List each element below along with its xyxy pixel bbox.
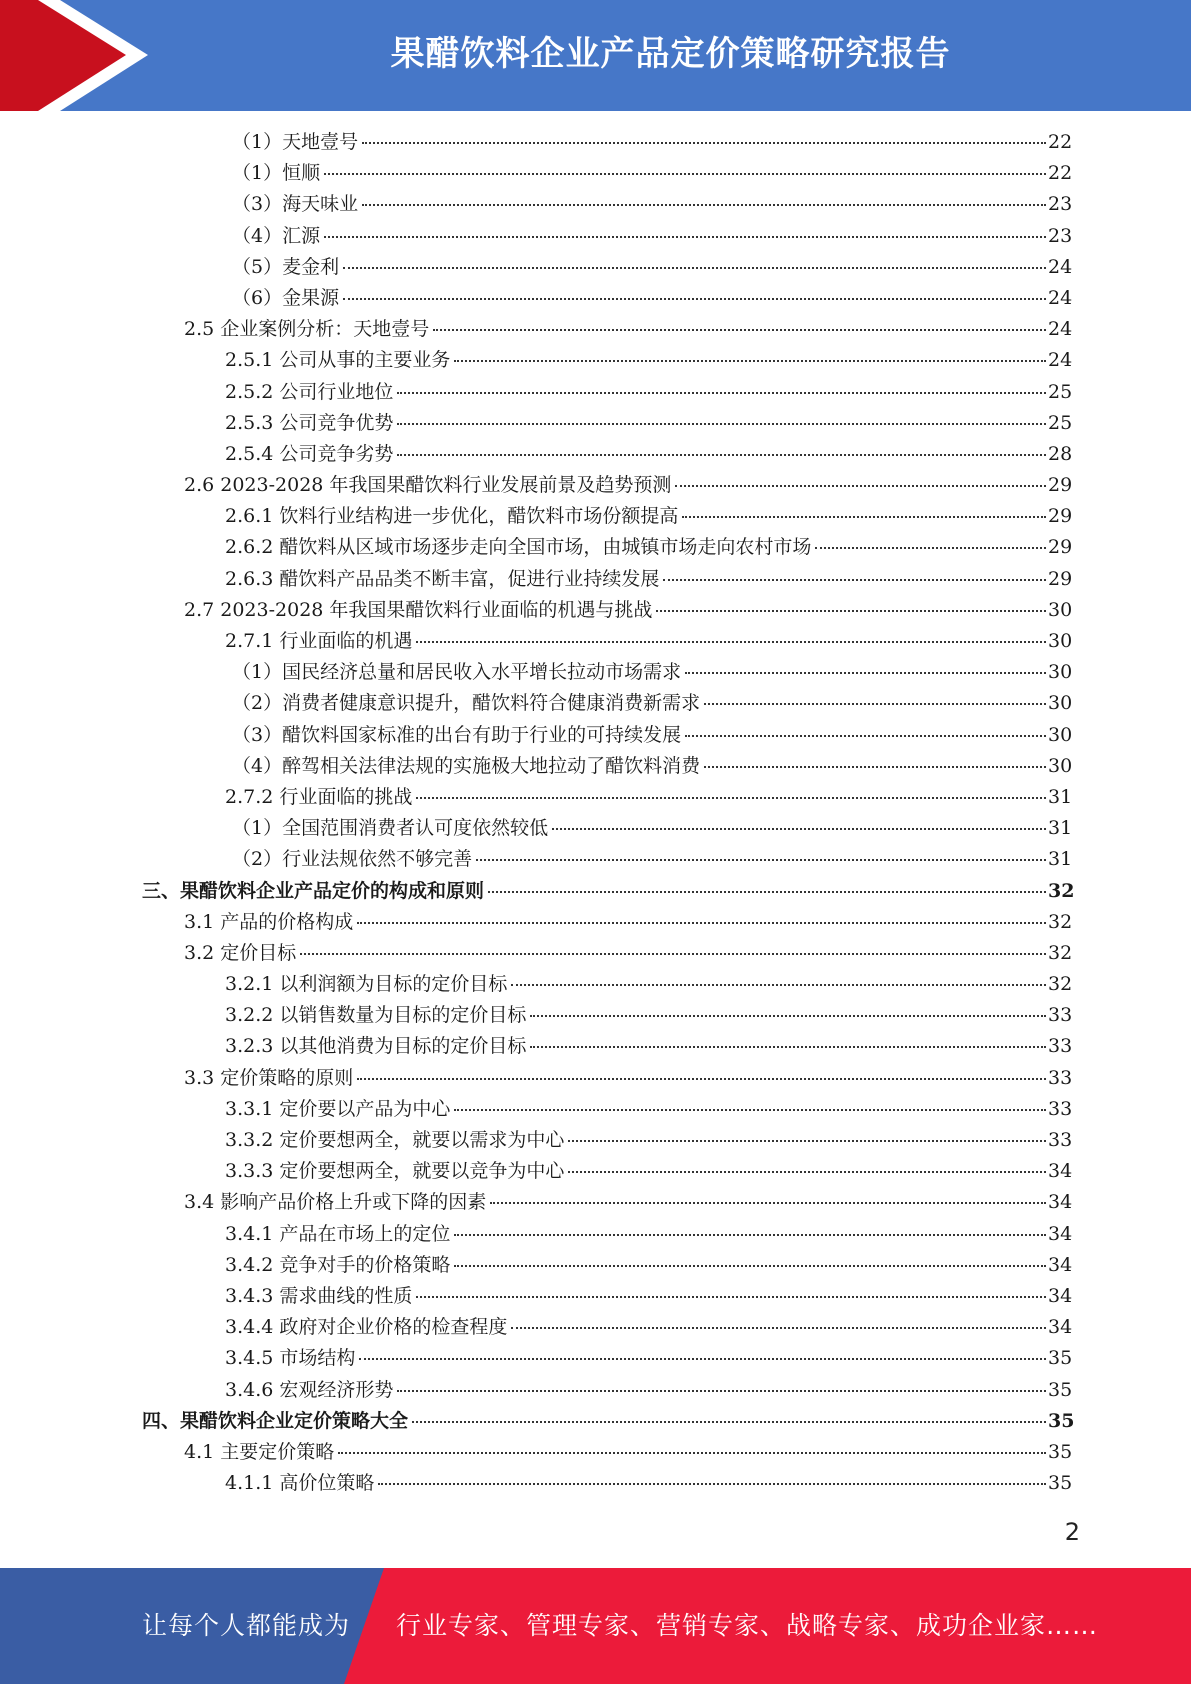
toc-dot-leader — [412, 1420, 1046, 1423]
toc-entry-page: 24 — [1048, 349, 1073, 372]
toc-entry-title: （3）醋饮料国家标准的出台有助于行业的可持续发展 — [232, 723, 682, 746]
toc-entry-title: 3.3 定价策略的原则 — [184, 1066, 354, 1089]
toc-entry[interactable] — [0, 876, 1191, 907]
toc-entry-title: 4.1.1 高价位策略 — [225, 1472, 375, 1495]
toc-entry-title: 3.4 影响产品价格上升或下降的因素 — [184, 1191, 487, 1214]
toc-entry[interactable] — [0, 969, 1191, 1000]
toc-entry-title: 三、果醋饮料企业产品定价的构成和原则 — [142, 879, 485, 902]
toc-dot-leader — [343, 266, 1046, 269]
toc-entry[interactable] — [0, 532, 1191, 563]
toc-entry-title: （1）天地壹号 — [232, 131, 359, 153]
toc-entry-title: 3.3.2 定价要想两全，就要以需求为中心 — [225, 1129, 565, 1151]
toc-entry-title: （1）全国范围消费者认可度依然较低 — [232, 817, 549, 840]
toc-entry-title: 3.2.3 以其他消费为目标的定价目标 — [225, 1035, 527, 1058]
toc-dot-leader — [454, 359, 1046, 362]
toc-entry[interactable] — [0, 1219, 1191, 1250]
toc-entry[interactable] — [0, 1094, 1191, 1125]
toc-dot-leader — [511, 983, 1046, 986]
toc-entry-page: 30 — [1048, 630, 1073, 652]
toc-entry-title: 3.2.2 以销售数量为目标的定价目标 — [225, 1004, 527, 1027]
toc-dot-leader — [490, 1201, 1046, 1204]
toc-dot-leader — [704, 702, 1046, 705]
toc-entry[interactable] — [0, 1437, 1191, 1468]
toc-entry-title: 3.4.5 市场结构 — [225, 1347, 356, 1370]
toc-entry[interactable] — [0, 595, 1191, 626]
toc-entry-title: 2.7.2 行业面临的挑战 — [225, 785, 413, 808]
toc-dot-leader — [815, 546, 1046, 549]
toc-entry-title: 2.6.2 醋饮料从区域市场逐步走向全国市场，由城镇市场走向农村市场 — [225, 536, 812, 559]
toc-entry[interactable] — [0, 1125, 1191, 1156]
toc-entry[interactable] — [0, 1468, 1191, 1499]
toc-dot-leader — [357, 921, 1046, 924]
toc-dot-leader — [704, 765, 1046, 768]
toc-entry-page: 34 — [1048, 1284, 1073, 1307]
toc-entry-page: 30 — [1048, 723, 1073, 746]
toc-dot-leader — [397, 391, 1046, 394]
page-footer — [0, 1568, 1191, 1684]
toc-dot-leader — [685, 671, 1046, 674]
toc-entry-page: 35 — [1048, 1347, 1073, 1370]
toc-entry-page: 23 — [1048, 224, 1073, 247]
toc-entry-title: 2.5.1 公司从事的主要业务 — [225, 349, 451, 372]
toc-entry[interactable] — [0, 657, 1191, 688]
toc-entry[interactable] — [0, 720, 1191, 751]
page-number: 2 — [1064, 1518, 1080, 1546]
toc-dot-leader — [338, 1451, 1046, 1454]
toc-entry-title: 2.6 2023-2028 年我国果醋饮料行业发展前景及趋势预测 — [184, 474, 672, 497]
toc-entry-page: 22 — [1048, 131, 1073, 153]
toc-entry[interactable] — [0, 1281, 1191, 1312]
toc-dot-leader — [511, 1326, 1046, 1329]
toc-dot-leader — [397, 422, 1046, 425]
toc-entry-page: 33 — [1048, 1035, 1073, 1058]
toc-dot-leader — [663, 578, 1046, 581]
toc-entry-page: 34 — [1048, 1191, 1073, 1214]
toc-dot-leader — [343, 297, 1046, 300]
toc-entry[interactable] — [0, 907, 1191, 938]
toc-entry-page: 33 — [1048, 1004, 1073, 1027]
toc-entry[interactable] — [0, 470, 1191, 501]
toc-dot-leader — [454, 1108, 1046, 1111]
toc-entry-title: 3.2 定价目标 — [184, 941, 297, 964]
toc-entry-title: （5）麦金利 — [232, 255, 340, 278]
toc-dot-leader — [359, 1357, 1046, 1360]
toc-entry-page: 34 — [1048, 1222, 1073, 1245]
toc-entry-page: 30 — [1048, 661, 1073, 684]
toc-entry-page: 30 — [1048, 754, 1073, 777]
toc-entry-page: 29 — [1048, 474, 1073, 497]
toc-entry[interactable] — [0, 158, 1191, 189]
toc-entry-title: 2.5 企业案例分析：天地壹号 — [184, 318, 430, 341]
toc-entry[interactable] — [0, 688, 1191, 719]
toc-entry-title: 2.7.1 行业面临的机遇 — [225, 630, 413, 652]
footer-slogan-right: 行业专家、管理专家、营销专家、战略专家、成功企业家…… — [396, 1611, 1099, 1640]
toc-entry-page: 31 — [1048, 848, 1073, 871]
toc-entry-title: （4）汇源 — [232, 224, 321, 247]
toc-entry[interactable] — [0, 127, 1191, 158]
toc-entry[interactable] — [0, 252, 1191, 283]
toc-entry[interactable] — [0, 782, 1191, 813]
toc-entry[interactable] — [0, 1343, 1191, 1374]
toc-entry-page: 34 — [1048, 1160, 1073, 1183]
toc-dot-leader — [357, 1077, 1046, 1080]
toc-dot-leader — [416, 1295, 1046, 1298]
toc-entry-page: 35 — [1048, 1472, 1073, 1495]
toc-entry-page: 25 — [1048, 411, 1073, 434]
toc-entry-title: 3.4.4 政府对企业价格的检查程度 — [225, 1316, 508, 1339]
toc-entry-page: 24 — [1048, 255, 1073, 278]
toc-entry-title: 3.2.1 以利润额为目标的定价目标 — [225, 973, 508, 996]
toc-dot-leader — [682, 515, 1046, 518]
toc-entry-page: 33 — [1048, 1066, 1073, 1089]
toc-entry-page: 32 — [1048, 910, 1073, 933]
toc-entry-page: 24 — [1048, 318, 1073, 341]
toc-entry-title: 3.4.2 竞争对手的价格策略 — [225, 1253, 451, 1276]
toc-entry-title: 3.4.1 产品在市场上的定位 — [225, 1222, 451, 1245]
toc-entry[interactable] — [0, 1312, 1191, 1343]
toc-entry-page: 32 — [1048, 941, 1073, 964]
toc-entry[interactable] — [0, 1031, 1191, 1062]
toc-entry-page: 34 — [1048, 1316, 1073, 1339]
footer-slogan-left: 让每个人都能成为 — [142, 1611, 351, 1640]
toc-entry-title: （2）消费者健康意识提升，醋饮料符合健康消费新需求 — [232, 692, 701, 715]
toc-entry[interactable] — [0, 813, 1191, 844]
toc-entry[interactable] — [0, 1375, 1191, 1406]
toc-entry-title: 3.4.3 需求曲线的性质 — [225, 1284, 413, 1307]
toc-entry[interactable] — [0, 283, 1191, 314]
toc-entry-page: 31 — [1048, 785, 1073, 808]
toc-dot-leader — [397, 1389, 1046, 1392]
toc-dot-leader — [568, 1139, 1046, 1142]
toc-entry-title: 2.6.1 饮料行业结构进一步优化，醋饮料市场份额提高 — [225, 505, 679, 528]
toc-entry-title: 2.6.3 醋饮料产品品类不断丰富，促进行业持续发展 — [225, 567, 660, 590]
toc-entry-title: 四、果醋饮料企业定价策略大全 — [142, 1409, 409, 1432]
toc-entry[interactable] — [0, 408, 1191, 439]
toc-entry-page: 30 — [1048, 692, 1073, 715]
toc-entry-title: 3.3.3 定价要想两全，就要以竞争为中心 — [225, 1160, 565, 1183]
toc-entry[interactable] — [0, 1156, 1191, 1187]
toc-dot-leader — [530, 1045, 1046, 1048]
toc-entry-page: 29 — [1048, 505, 1073, 528]
toc-entry-page: 31 — [1048, 817, 1073, 840]
toc-entry[interactable] — [0, 189, 1191, 220]
toc-entry-page: 25 — [1048, 380, 1073, 403]
toc-entry-page: 28 — [1048, 442, 1073, 465]
toc-entry-title: （2）行业法规依然不够完善 — [232, 848, 473, 871]
toc-entry-title: 2.5.2 公司行业地位 — [225, 380, 394, 403]
toc-dot-leader — [454, 1233, 1046, 1236]
toc-entry-page: 35 — [1048, 1440, 1073, 1463]
toc-entry[interactable] — [0, 314, 1191, 345]
toc-entry-page: 33 — [1048, 1129, 1073, 1151]
toc-entry-page: 34 — [1048, 1253, 1073, 1276]
toc-dot-leader — [362, 203, 1046, 206]
toc-dot-leader — [300, 952, 1046, 955]
toc-dot-leader — [656, 609, 1046, 612]
toc-entry-title: （6）金果源 — [232, 286, 340, 309]
toc-entry-title: （1）国民经济总量和居民收入水平增长拉动市场需求 — [232, 661, 682, 684]
toc-entry-page: 29 — [1048, 567, 1073, 590]
toc-entry-page: 29 — [1048, 536, 1073, 559]
toc-entry-title: （1）恒顺 — [232, 162, 321, 185]
toc-entry[interactable] — [0, 564, 1191, 595]
toc-dot-leader — [416, 796, 1046, 799]
toc-dot-leader — [675, 484, 1046, 487]
toc-entry[interactable] — [0, 1187, 1191, 1218]
toc-dot-leader — [476, 858, 1046, 861]
toc-entry[interactable] — [0, 1000, 1191, 1031]
toc-dot-leader — [552, 827, 1046, 830]
toc-dot-leader — [324, 235, 1046, 238]
toc-entry-title: 3.1 产品的价格构成 — [184, 910, 354, 933]
toc-entry[interactable] — [0, 345, 1191, 376]
toc-entry-page: 33 — [1048, 1097, 1073, 1120]
toc-entry[interactable] — [0, 377, 1191, 408]
toc-entry-page: 23 — [1048, 193, 1073, 216]
toc-entry-title: 3.4.6 宏观经济形势 — [225, 1378, 394, 1401]
toc-entry[interactable] — [0, 221, 1191, 252]
toc-dot-leader — [488, 890, 1046, 893]
toc-dot-leader — [530, 1014, 1046, 1017]
page-header — [0, 0, 1191, 111]
toc-entry-page: 24 — [1048, 286, 1073, 309]
toc-entry[interactable] — [0, 501, 1191, 532]
toc-entry-title: 2.5.4 公司竞争劣势 — [225, 442, 394, 465]
toc-dot-leader — [378, 1482, 1046, 1485]
toc-entry[interactable] — [0, 844, 1191, 875]
toc-dot-leader — [397, 453, 1046, 456]
toc-dot-leader — [685, 734, 1046, 737]
toc-dot-leader — [362, 141, 1046, 144]
toc-entry-title: （4）醉驾相关法律法规的实施极大地拉动了醋饮料消费 — [232, 754, 701, 777]
toc-entry-page: 35 — [1048, 1378, 1073, 1401]
toc-entry[interactable] — [0, 1250, 1191, 1281]
toc-entry[interactable] — [0, 439, 1191, 470]
toc-entry-page: 32 — [1048, 879, 1075, 902]
toc-entry-title: 2.5.3 公司竞争优势 — [225, 411, 394, 434]
toc-entry-page: 32 — [1048, 973, 1073, 996]
toc-dot-leader — [433, 328, 1046, 331]
toc-entry[interactable] — [0, 1406, 1191, 1437]
toc-dot-leader — [568, 1170, 1046, 1173]
toc-entry-title: 2.7 2023-2028 年我国果醋饮料行业面临的机遇与挑战 — [184, 598, 653, 621]
report-title: 果醋饮料企业产品定价策略研究报告 — [390, 34, 951, 74]
table-of-contents — [0, 127, 1191, 1499]
toc-entry[interactable] — [0, 751, 1191, 782]
toc-dot-leader — [416, 640, 1046, 643]
toc-entry[interactable] — [0, 1063, 1191, 1094]
toc-dot-leader — [324, 172, 1046, 175]
toc-entry-page: 22 — [1048, 162, 1073, 185]
toc-entry-title: 4.1 主要定价策略 — [184, 1440, 335, 1463]
toc-entry-title: （3）海天味业 — [232, 193, 359, 216]
toc-entry-page: 30 — [1048, 598, 1073, 621]
toc-dot-leader — [454, 1264, 1046, 1267]
toc-entry-page: 35 — [1048, 1409, 1075, 1432]
toc-entry[interactable] — [0, 626, 1191, 657]
toc-entry-title: 3.3.1 定价要以产品为中心 — [225, 1097, 451, 1120]
toc-entry[interactable] — [0, 938, 1191, 969]
